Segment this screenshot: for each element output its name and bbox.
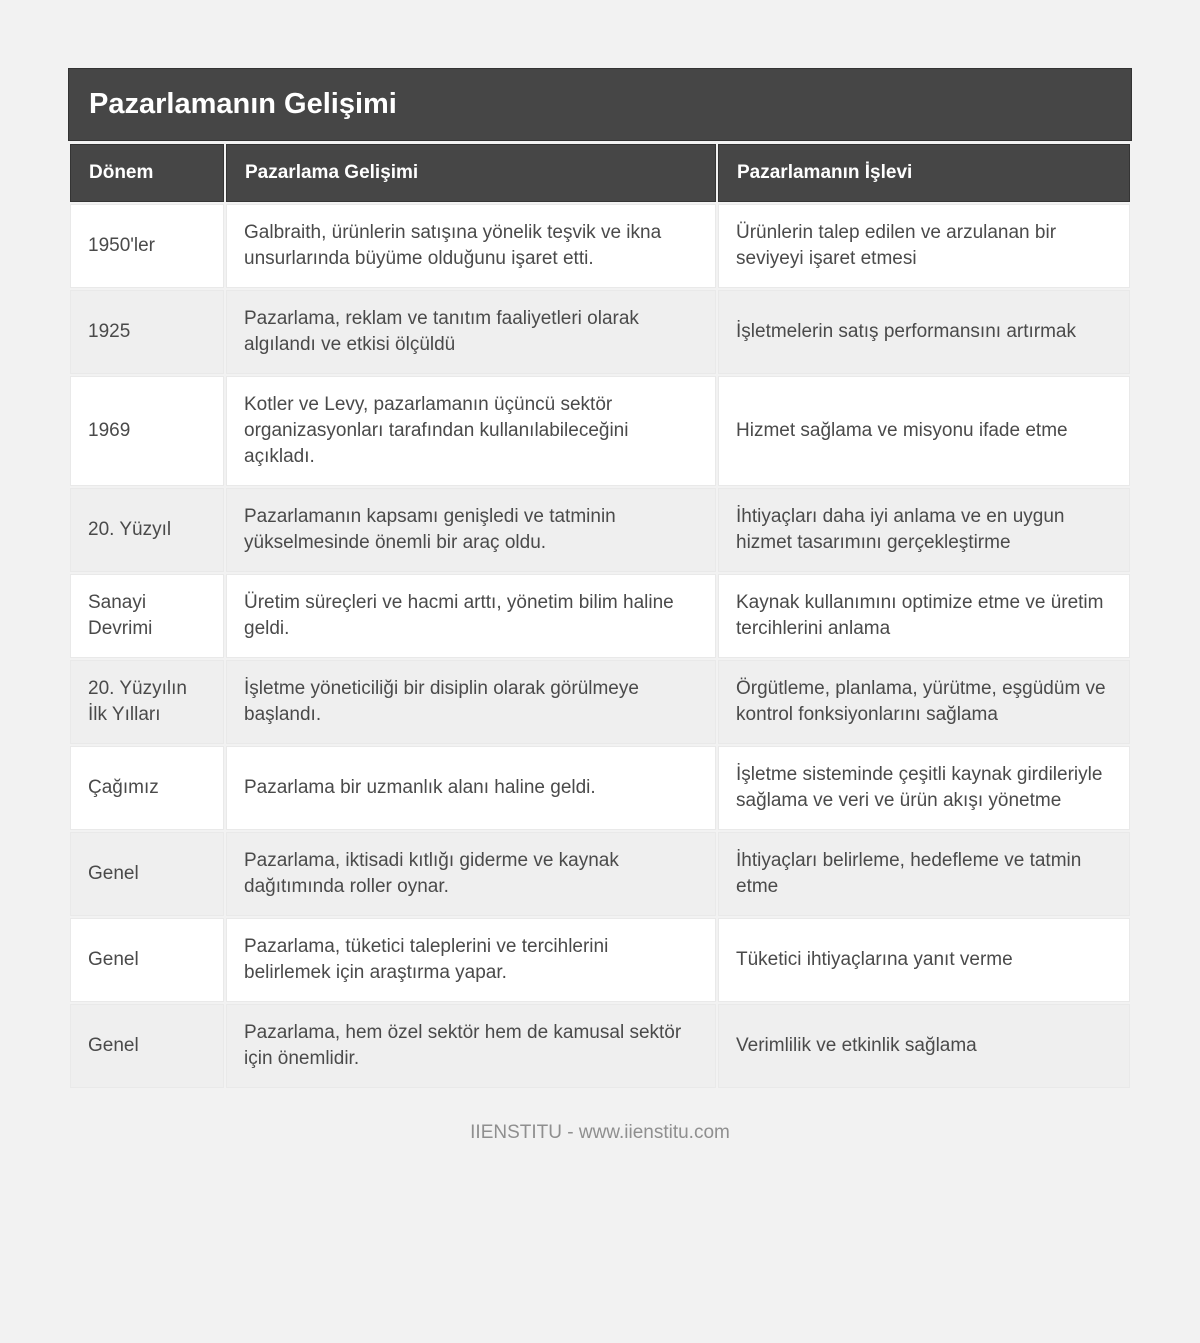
cell-gelisim: Pazarlama, tüketici taleplerini ve tercihlerini belirlemek için araştırma yapar. (226, 918, 716, 1002)
cell-donem: Genel (70, 832, 224, 916)
table-row (70, 832, 1130, 916)
cell-donem: 1969 (70, 376, 224, 486)
table-header-row (70, 144, 1130, 202)
cell-islev: İhtiyaçları daha iyi anlama ve en uygun hizmet tasarımını gerçekleştirme (718, 488, 1130, 572)
cell-islev: Örgütleme, planlama, yürütme, eşgüdüm ve kontrol fonksiyonlarını sağlama (718, 660, 1130, 744)
cell-islev: Verimlilik ve etkinlik sağlama (718, 1004, 1130, 1088)
table-row (70, 376, 1130, 486)
cell-donem: Genel (70, 918, 224, 1002)
cell-gelisim: Pazarlama, hem özel sektör hem de kamusal sektör için önemlidir. (226, 1004, 716, 1088)
cell-donem: Çağımız (70, 746, 224, 830)
cell-gelisim: Pazarlama bir uzmanlık alanı haline geldi. (226, 746, 716, 830)
table-row (70, 1004, 1130, 1088)
cell-gelisim: Kotler ve Levy, pazarlamanın üçüncü sektör organizasyonları tarafından kullanılabileceğini açıkladı. (226, 376, 716, 486)
cell-gelisim: Galbraith, ürünlerin satışına yönelik teşvik ve ikna unsurlarında büyüme olduğunu işaret etti. (226, 204, 716, 288)
cell-gelisim: Üretim süreçleri ve hacmi arttı, yönetim bilim haline geldi. (226, 574, 716, 658)
cell-islev: İşletme sisteminde çeşitli kaynak girdileriyle sağlama ve veri ve ürün akışı yönetme (718, 746, 1130, 830)
marketing-evolution-card (68, 68, 1132, 1090)
cell-islev: Tüketici ihtiyaçlarına yanıt verme (718, 918, 1130, 1002)
page (0, 68, 1200, 1144)
cell-islev: Ürünlerin talep edilen ve arzulanan bir seviyeyi işaret etmesi (718, 204, 1130, 288)
marketing-evolution-table (68, 142, 1132, 1090)
table-row (70, 290, 1130, 374)
column-header-pazarlamanin-islevi: Pazarlamanın İşlevi (718, 144, 1130, 202)
column-header-pazarlama-gelisimi: Pazarlama Gelişimi (226, 144, 716, 202)
footer-credit: IIENSTITU - www.iienstitu.com (470, 1122, 730, 1143)
cell-donem: Genel (70, 1004, 224, 1088)
cell-gelisim: İşletme yöneticiliği bir disiplin olarak görülmeye başlandı. (226, 660, 716, 744)
cell-donem: 1925 (70, 290, 224, 374)
cell-gelisim: Pazarlama, reklam ve tanıtım faaliyetleri olarak algılandı ve etkisi ölçüldü (226, 290, 716, 374)
table-row (70, 574, 1130, 658)
cell-donem: 20. Yüzyılın İlk Yılları (70, 660, 224, 744)
cell-donem: 20. Yüzyıl (70, 488, 224, 572)
cell-donem: Sanayi Devrimi (70, 574, 224, 658)
cell-islev: Hizmet sağlama ve misyonu ifade etme (718, 376, 1130, 486)
cell-gelisim: Pazarlamanın kapsamı genişledi ve tatminin yükselmesinde önemli bir araç oldu. (226, 488, 716, 572)
column-header-donem: Dönem (70, 144, 224, 202)
cell-islev: İşletmelerin satış performansını artırmak (718, 290, 1130, 374)
table-row (70, 488, 1130, 572)
cell-islev: Kaynak kullanımını optimize etme ve üretim tercihlerini anlama (718, 574, 1130, 658)
table-row (70, 746, 1130, 830)
table-row (70, 660, 1130, 744)
cell-gelisim: Pazarlama, iktisadi kıtlığı giderme ve kaynak dağıtımında roller oynar. (226, 832, 716, 916)
table-row (70, 918, 1130, 1002)
page-title: Pazarlamanın Gelişimi (68, 68, 1132, 141)
cell-islev: İhtiyaçları belirleme, hedefleme ve tatmin etme (718, 832, 1130, 916)
table-row (70, 204, 1130, 288)
cell-donem: 1950'ler (70, 204, 224, 288)
